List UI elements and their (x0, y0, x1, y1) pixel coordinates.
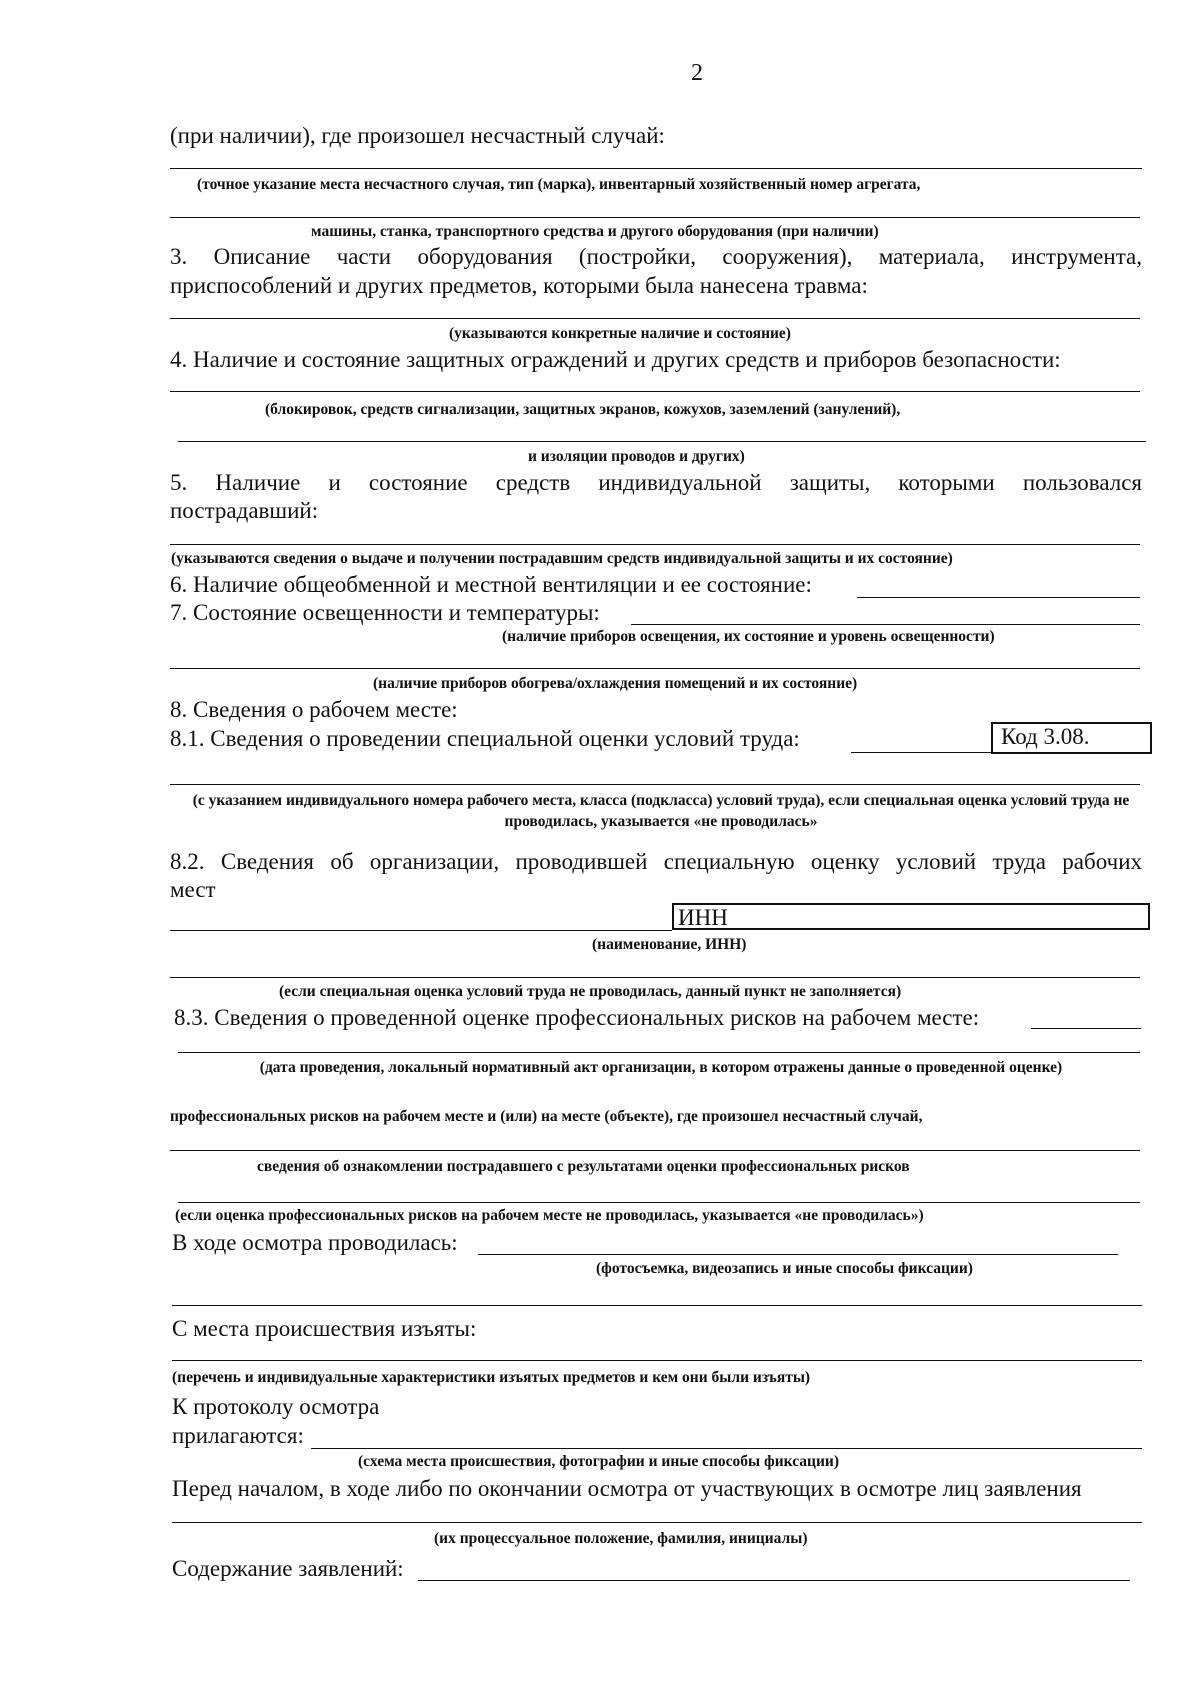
caption-seized: (перечень и индивидуальные характеристики изъятых предметов и кем они были изъяты) (172, 1369, 811, 1386)
section-5-line-2: пострадавший: (170, 498, 319, 523)
fill-line (418, 1580, 1130, 1581)
caption-section-7b: (наличие приборов обогрева/охлаждения помещений и их состояние) (373, 675, 858, 692)
fill-line (178, 1052, 1140, 1053)
caption-section-7a: (наличие приборов освещения, их состояние и уровень освещенности) (502, 628, 995, 645)
section-4-label: 4. Наличие и состояние защитных ограждений и других средств и приборов безопасности: (170, 347, 1061, 372)
caption-equipment: машины, станка, транспортного средства и другого оборудования (при наличии) (311, 223, 879, 240)
fill-line (172, 1360, 1142, 1361)
seized-label: С места происшествия изъяты: (172, 1316, 477, 1341)
section-8-label: 8. Сведения о рабочем месте: (170, 697, 458, 722)
section-3-line-1: 3. Описание части оборудования (постройки, сооружения), материала, инструмента, (170, 244, 1142, 269)
fill-line (178, 441, 1146, 442)
caption-attachments: (схема места происшествия, фотографии и иные способы фиксации) (358, 1453, 839, 1470)
code-box (991, 722, 1152, 754)
fill-line (170, 784, 1140, 785)
caption-section-8-2: (если специальная оценка условий труда не проводилась, данный пункт не заполняется) (279, 983, 902, 1000)
fill-line (170, 668, 1140, 669)
caption-section-3: (указываются конкретные наличие и состояние) (449, 325, 791, 342)
fill-line (170, 544, 1140, 545)
fill-line (170, 930, 672, 931)
section-8-3-label: 8.3. Сведения о проведенной оценке профессиональных рисков на рабочем месте: (174, 1005, 980, 1030)
caption-section-8-3d: (если оценка профессиональных рисков на рабочем месте не проводилась, указывается «не проводилась») (175, 1207, 924, 1224)
fill-line (170, 217, 1140, 218)
statements-label: Перед началом, в ходе либо по окончании осмотра от участвующих в осмотре лиц заявления (172, 1476, 1082, 1501)
caption-statements: (их процессуальное положение, фамилия, инициалы) (434, 1530, 808, 1547)
section-8-1-label: 8.1. Сведения о проведении специальной оценки условий труда: (170, 726, 800, 751)
section-3-line-2: приспособлений и других предметов, которыми была нанесена травма: (170, 273, 868, 298)
attachments-line-2: прилагаются: (172, 1423, 304, 1448)
fill-line (172, 1522, 1142, 1523)
code-box-text: Код 3.08. (1001, 724, 1090, 749)
fill-line (478, 1254, 1118, 1255)
caption-section-8-3b: профессиональных рисков на рабочем месте и (или) на месте (объекте), где произошел несчастный случай, (170, 1108, 923, 1125)
fill-line (1031, 1028, 1141, 1029)
accident-location-label: (при наличии), где произошел несчастный случай: (170, 123, 665, 148)
fill-line (631, 624, 1140, 625)
caption-inspection: (фотосъемка, видеозапись и иные способы фиксации) (596, 1260, 973, 1277)
section-8-2-line-1: 8.2. Сведения об организации, проводившей специальную оценку условий труда рабочих (170, 849, 1142, 874)
attachments-line-1: К протоколу осмотра (172, 1394, 380, 1419)
fill-line (311, 1448, 1142, 1449)
caption-section-8-1: (с указанием индивидуального номера рабочего места, класса (подкласса) условий труда), если специальная оценка условий труда не проводилась, указывается «не проводилась» (192, 792, 1130, 830)
fill-line (172, 1305, 1142, 1306)
caption-section-5: (указываются сведения о выдаче и получении пострадавшим средств индивидуальной защиты и их состояние) (171, 550, 953, 567)
fill-line (851, 752, 991, 753)
fill-line (170, 391, 1140, 392)
caption-location-details: (точное указание места несчастного случая, тип (марка), инвентарный хозяйственный номер агрегата, (197, 176, 921, 193)
section-7-label: 7. Состояние освещенности и температуры: (170, 600, 600, 625)
section-6-label: 6. Наличие общеобменной и местной вентиляции и ее состояние: (170, 572, 812, 597)
fill-line (170, 168, 1142, 169)
inspection-label: В ходе осмотра проводилась: (172, 1230, 458, 1255)
fill-line (178, 1202, 1140, 1203)
fill-line (857, 597, 1140, 598)
caption-section-8-3a: (дата проведения, локальный нормативный акт организации, в котором отражены данные о проведенной оценке) (259, 1059, 1063, 1076)
caption-name-inn: (наименование, ИНН) (592, 936, 747, 953)
section-5-line-1: 5. Наличие и состояние средств индивидуальной защиты, которыми пользовался (170, 470, 1142, 495)
inn-box (672, 903, 1150, 930)
fill-line (170, 318, 1140, 319)
inn-box-text: ИНН (678, 905, 728, 930)
fill-line (170, 1150, 1140, 1151)
fill-line (170, 977, 1140, 978)
section-8-2-line-2: мест (170, 877, 216, 902)
caption-section-8-3c: сведения об ознакомлении пострадавшего с результатами оценки профессиональных рисков (257, 1158, 910, 1175)
caption-section-4a: (блокировок, средств сигнализации, защитных экранов, кожухов, заземлений (занулений), (265, 401, 901, 418)
statements-content-label: Содержание заявлений: (172, 1556, 404, 1581)
page-number: 2 (691, 60, 703, 86)
caption-section-4b: и изоляции проводов и других) (528, 448, 745, 465)
